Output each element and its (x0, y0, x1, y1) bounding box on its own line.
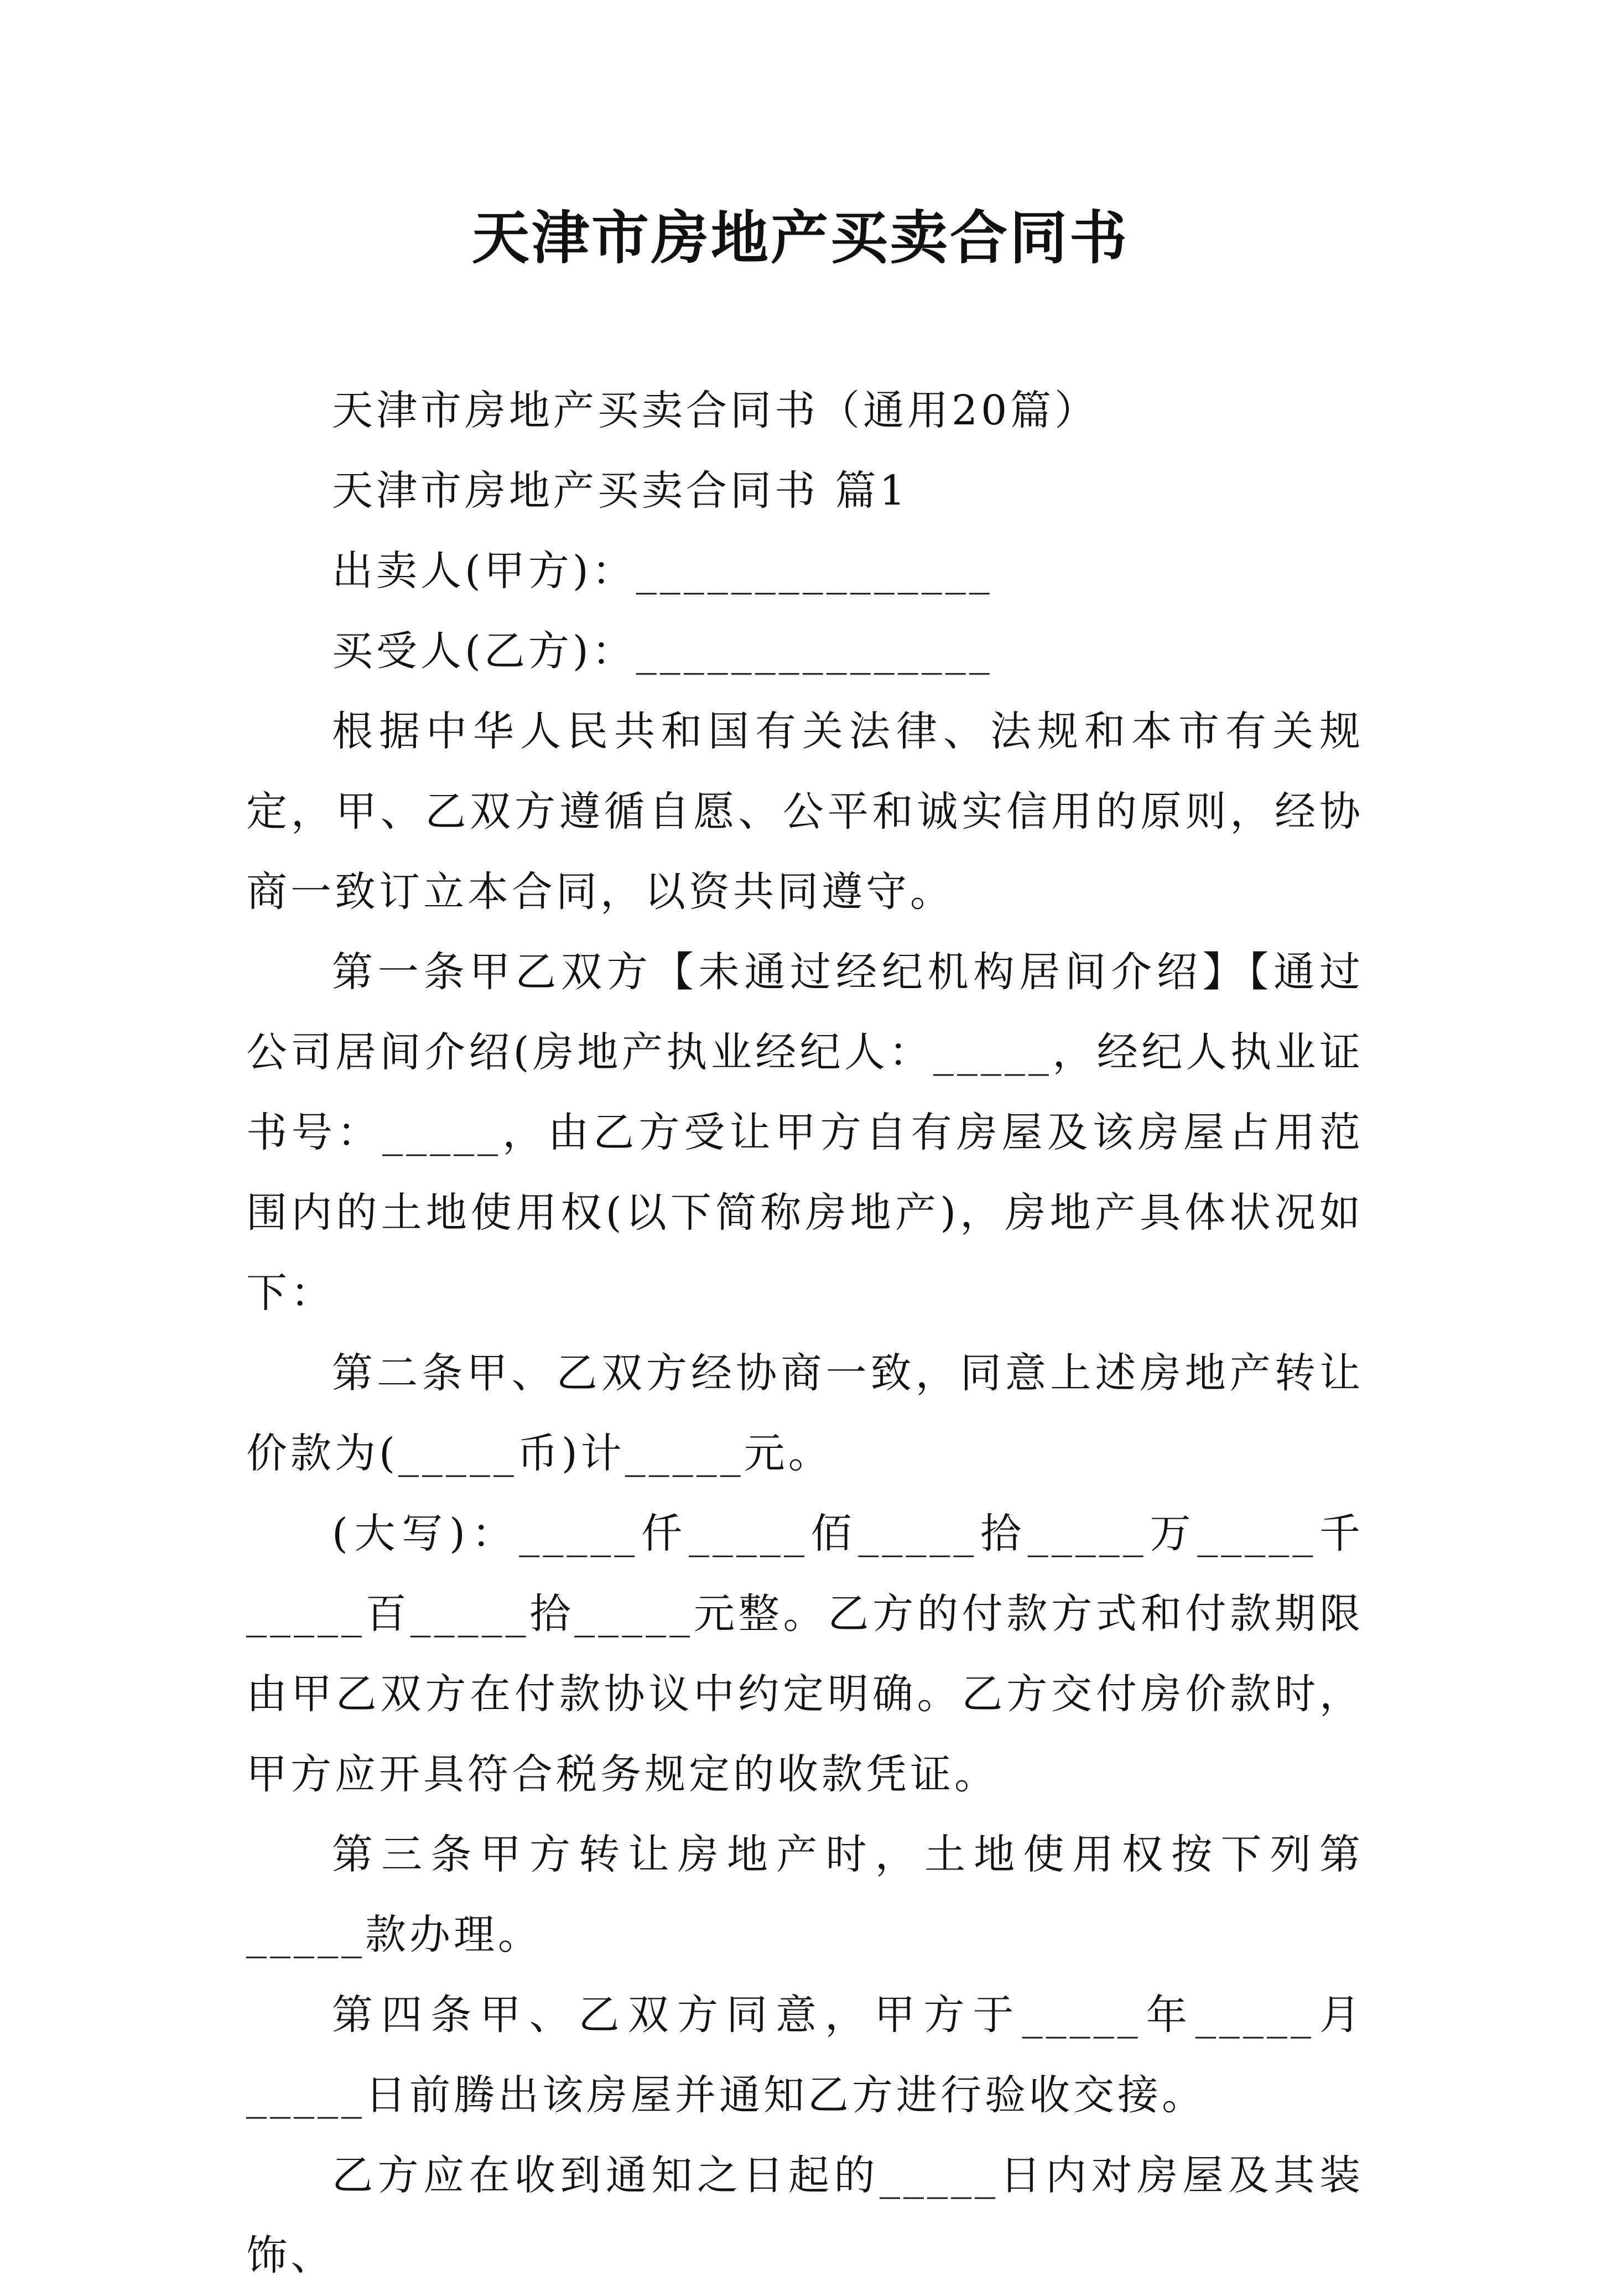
paragraph-chapter-heading: 天津市房地产买卖合同书 篇1 (332, 467, 909, 515)
paragraph-article-4: 第四条甲、乙双方同意，甲方于_____年_____月_____日前腾出该房屋并通知乙方进行验收交接。 (246, 1991, 1364, 2119)
paragraph-seller-field: 出卖人(甲方)：_______________ (332, 547, 993, 595)
paragraph-article-2: 第二条甲、乙双方经协商一致，同意上述房地产转让价款为(_____币)计_____元。 (246, 1349, 1364, 1477)
paragraph-article-3: 第三条甲方转让房地产时，土地使用权按下列第_____款办理。 (246, 1831, 1364, 1959)
paragraph-collection-title: 天津市房地产买卖合同书（通用20篇） (332, 387, 1099, 434)
paragraph-inspection: 乙方应在收到通知之日起的_____日内对房屋及其装饰、 (246, 2152, 1364, 2279)
paragraph-preamble: 根据中华人民共和国有关法律、法规和本市有关规定，甲、乙双方遵循自愿、公平和诚实信用的原则，经协商一致订立本合同，以资共同遵守。 (246, 708, 1364, 916)
document-title: 天津市房地产买卖合同书 (471, 204, 1129, 272)
paragraph-article-1: 第一条甲乙双方【未通过经纪机构居间介绍】【通过公司居间介绍(房地产执业经纪人：_____，经纪人执业证书号：_____，由乙方受让甲方自有房屋及该房屋占用范围内的土地使用权(以下简称房地产)，房地产具体状况如下： (246, 948, 1364, 1317)
paragraph-buyer-field: 买受人(乙方)：_______________ (332, 627, 993, 675)
document-body (246, 371, 1364, 2296)
paragraph-amount-uppercase: (大写)：_____仟_____佰_____拾_____万_____千_____百_____拾_____元整。乙方的付款方式和付款期限由甲乙双方在付款协议中约定明确。乙方交付房价款时，甲方应开具符合税务规定的收款凭证。 (246, 1510, 1364, 1798)
